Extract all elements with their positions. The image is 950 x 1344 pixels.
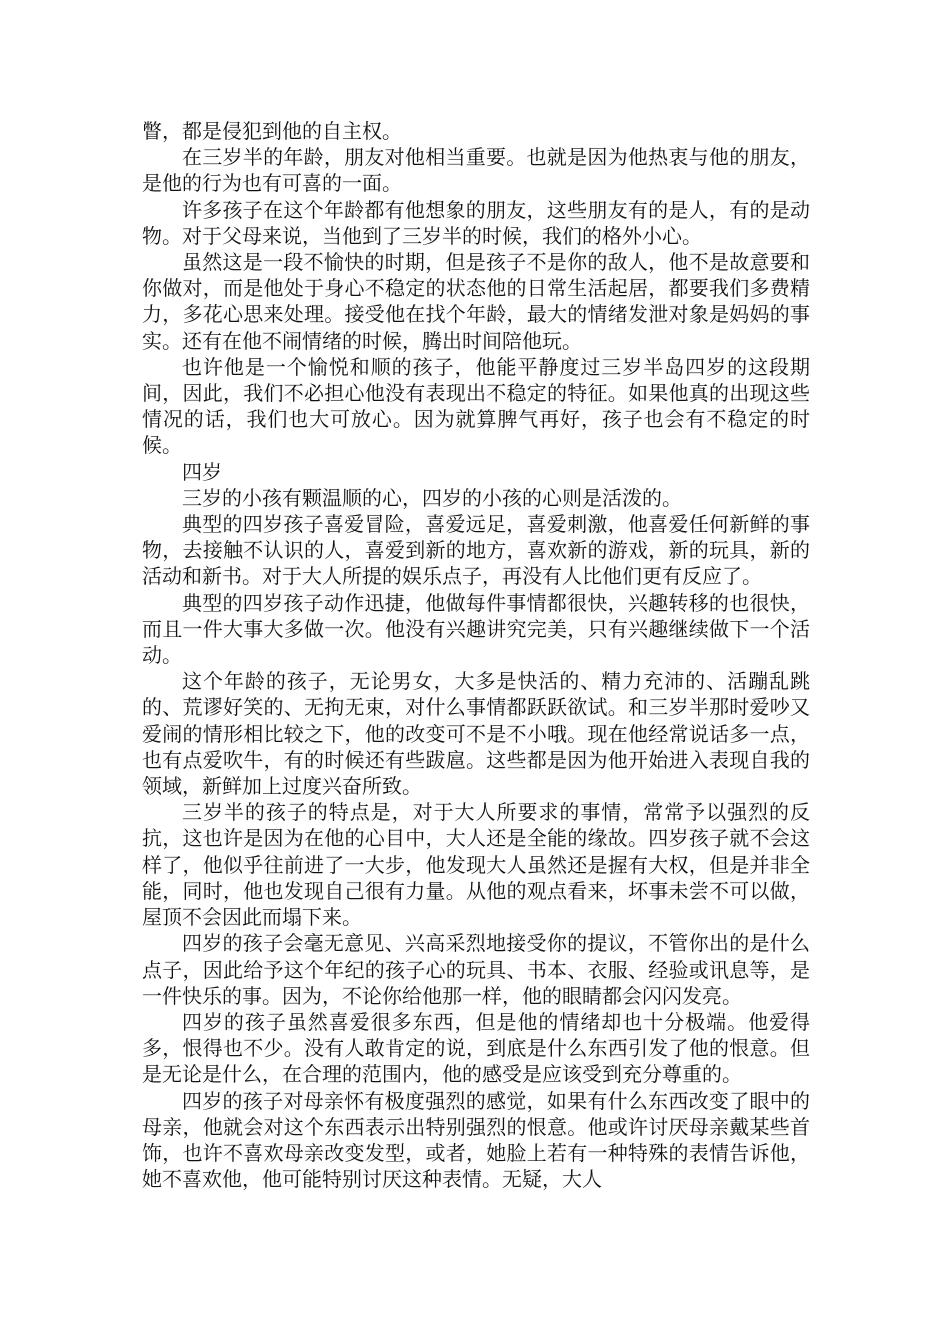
paragraph-11: 三岁半的孩子的特点是，对于大人所要求的事情，常常予以强烈的反抗，这也许是因为在他的心目中，大人还是全能的缘故。四岁孩子就不会这样了，他似乎往前进了一大步，他发现大人虽然还是握有大权，但是并非全能，同时，他也发现自己很有力量。从他的观点看来，坏事未尝不可以做，屋顶不会因此而塌下来。 — [142, 800, 810, 930]
paragraph-8: 典型的四岁孩子喜爱冒险，喜爱远足，喜爱刺激，他喜爱任何新鲜的事物，去接触不认识的人，喜爱到新的地方，喜欢新的游戏，新的玩具，新的活动和新书。对于大人所提的娱乐点子，再没有人比他们更有反应了。 — [142, 512, 810, 589]
paragraph-1: 瞥，都是侵犯到他的自主权。 — [142, 119, 402, 143]
paragraph-2: 在三岁半的年龄，朋友对他相当重要。也就是因为他热衷与他的朋友，是他的行为也有可喜的一面。 — [142, 145, 810, 196]
paragraph-3: 许多孩子在这个年龄都有他想象的朋友，这些朋友有的是人，有的是动物。对于父母来说，当他到了三岁半的时候，我们的格外小心。 — [142, 197, 810, 248]
paragraph-12: 四岁的孩子会毫无意见、兴高采烈地接受你的提议，不管你出的是什么点子，因此给予这个年纪的孩子心的玩具、书本、衣服、经验或讯息等，是一件快乐的事。因为，不论你给他那一样，他的眼睛都会闪闪发亮。 — [142, 931, 810, 1008]
paragraph-13: 四岁的孩子虽然喜爱很多东西，但是他的情绪却也十分极端。他爱得多，恨得也不少。没有人敢肯定的说，到底是什么东西引发了他的恨意。但是无论是什么，在合理的范围内，他的感受是应该受到充分尊重的。 — [142, 1009, 810, 1087]
paragraph-5: 也许他是一个愉悦和顺的孩子，他能平静度过三岁半岛四岁的这段期间，因此，我们不必担心他没有表现出不稳定的特征。如果他真的出现这些情况的话，我们也大可放心。因为就算脾气再好，孩子也会有不稳定的时候。 — [142, 354, 810, 458]
document-body — [142, 118, 810, 1192]
paragraph-7: 三岁的小孩有颗温顺的心，四岁的小孩的心则是活泼的。 — [182, 485, 682, 510]
paragraph-14: 四岁的孩子对母亲怀有极度强烈的感觉，如果有什么东西改变了眼中的母亲，他就会对这个东西表示出特别强烈的恨意。他或许讨厌母亲戴某些首饰，也许不喜欢母亲改变发型，或者，她脸上若有一种特殊的表情告诉他，她不喜欢他，他可能特别讨厌这种表情。无疑，大人 — [142, 1088, 810, 1192]
section-heading-four-years: 四岁 — [182, 459, 222, 484]
paragraph-10: 这个年龄的孩子，无论男女，大多是快活的、精力充沛的、活蹦乱跳的、荒谬好笑的、无拘无束，对什么事情都跃跃欲试。和三岁半那时爱吵又爱闹的情形相比较之下，他的改变可不是不小哦。现在他经常说话多一点，也有点爱吹牛，有的时候还有些跋扈。这些都是因为他开始进入表现自我的领域，新鲜加上过度兴奋所致。 — [142, 669, 810, 799]
paragraph-9: 典型的四岁孩子动作迅捷，他做每件事情都很快，兴趣转移的也很快，而且一件大事大多做一次。他没有兴趣讲究完美，只有兴趣继续做下一个活动。 — [142, 590, 810, 668]
paragraph-4: 虽然这是一段不愉快的时期，但是孩子不是你的敌人，他不是故意要和你做对，而是他处于身心不稳定的状态他的日常生活起居，都要我们多费精力，多花心思来处理。接受他在找个年龄，最大的情绪发泄对象是妈妈的事实。还有在他不闹情绪的时候，腾出时间陪他玩。 — [142, 250, 810, 353]
